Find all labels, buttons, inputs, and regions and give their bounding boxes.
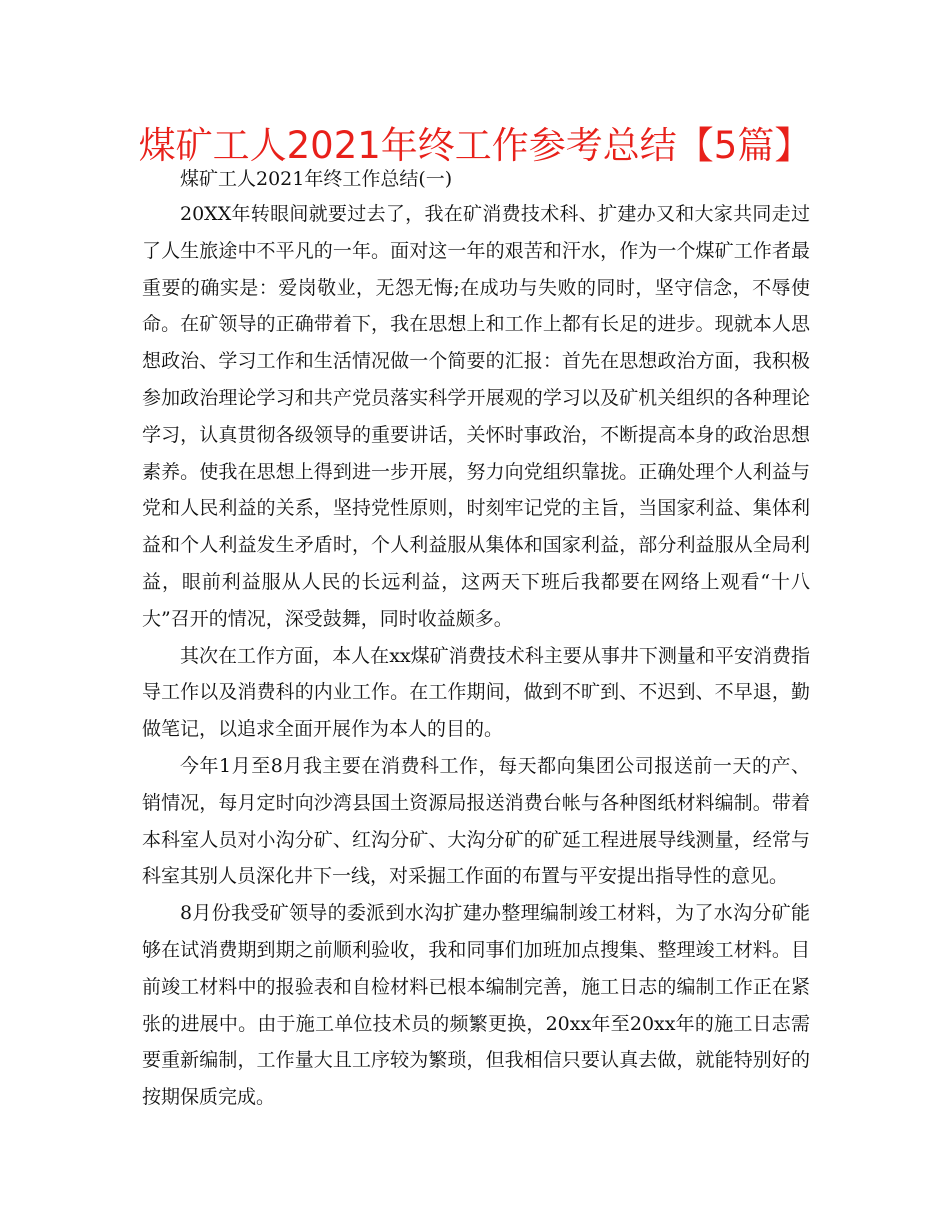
paragraph-3: 今年1月至8月我主要在消费科工作，每天都向集团公司报送前一天的产、销情况，每月定时向沙湾县国土资源局报送消费台帐与各种图纸材料编制。带着本科室人员对小沟分矿、红沟分矿、大沟分矿的矿延工程进展导线测量，经常与科室其别人员深化井下一线，对采掘工作面的布置与平安提出指导性的意见。 [142,754,810,888]
paragraph-2: 其次在工作方面，本人在xx煤矿消费技术科主要从事井下测量和平安消费指导工作以及消费科的内业工作。在工作期间，做到不旷到、不迟到、不早退，勤做笔记，以追求全面开展作为本人的目的。 [142,644,810,741]
document-body [142,164,810,1116]
document-title: 煤矿工人2021年终工作参考总结【5篇】 [138,124,812,167]
paragraph-4: 8月份我受矿领导的委派到水沟扩建办整理编制竣工材料，为了水沟分矿能够在试消费期到期之前顺利验收，我和同事们加班加点搜集、整理竣工材料。目前竣工材料中的报验表和自检材料已根本编制完善，施工日志的编制工作正在紧张的进展中。由于施工单位技术员的频繁更换，20xx年至20xx年的施工日志需要重新编制，工作量大且工序较为繁琐，但我相信只要认真去做，就能特别好的按期保质完成。 [142,902,810,1109]
paragraph-1: 20XX年转眼间就要过去了，我在矿消费技术科、扩建办又和大家共同走过了人生旅途中不平凡的一年。面对这一年的艰苦和汗水，作为一个煤矿工作者最重要的确实是：爱岗敬业，无怨无悔;在成功与失败的同时，坚守信念，不辱使命。在矿领导的正确带着下，我在思想上和工作上都有长足的进步。现就本人思想政治、学习工作和生活情况做一个简要的汇报：首先在思想政治方面，我积极参加政治理论学习和共产党员落实科学开展观的学习以及矿机关组织的各种理论学习，认真贯彻各级领导的重要讲话，关怀时事政治，不断提高本身的政治思想素养。使我在思想上得到进一步开展，努力向党组织靠拢。正确处理个人利益与党和人民利益的关系，坚持党性原则，时刻牢记党的主旨，当国家利益、集体利益和个人利益发生矛盾时，个人利益服从集体和国家利益，部分利益服从全局利益，眼前利益服从人民的长远利益，这两天下班后我都要在网络上观看“十八大”召开的情况，深受鼓舞，同时收益颇多。 [142,203,810,630]
section-subtitle: 煤矿工人2021年终工作总结(一) [180,168,453,190]
